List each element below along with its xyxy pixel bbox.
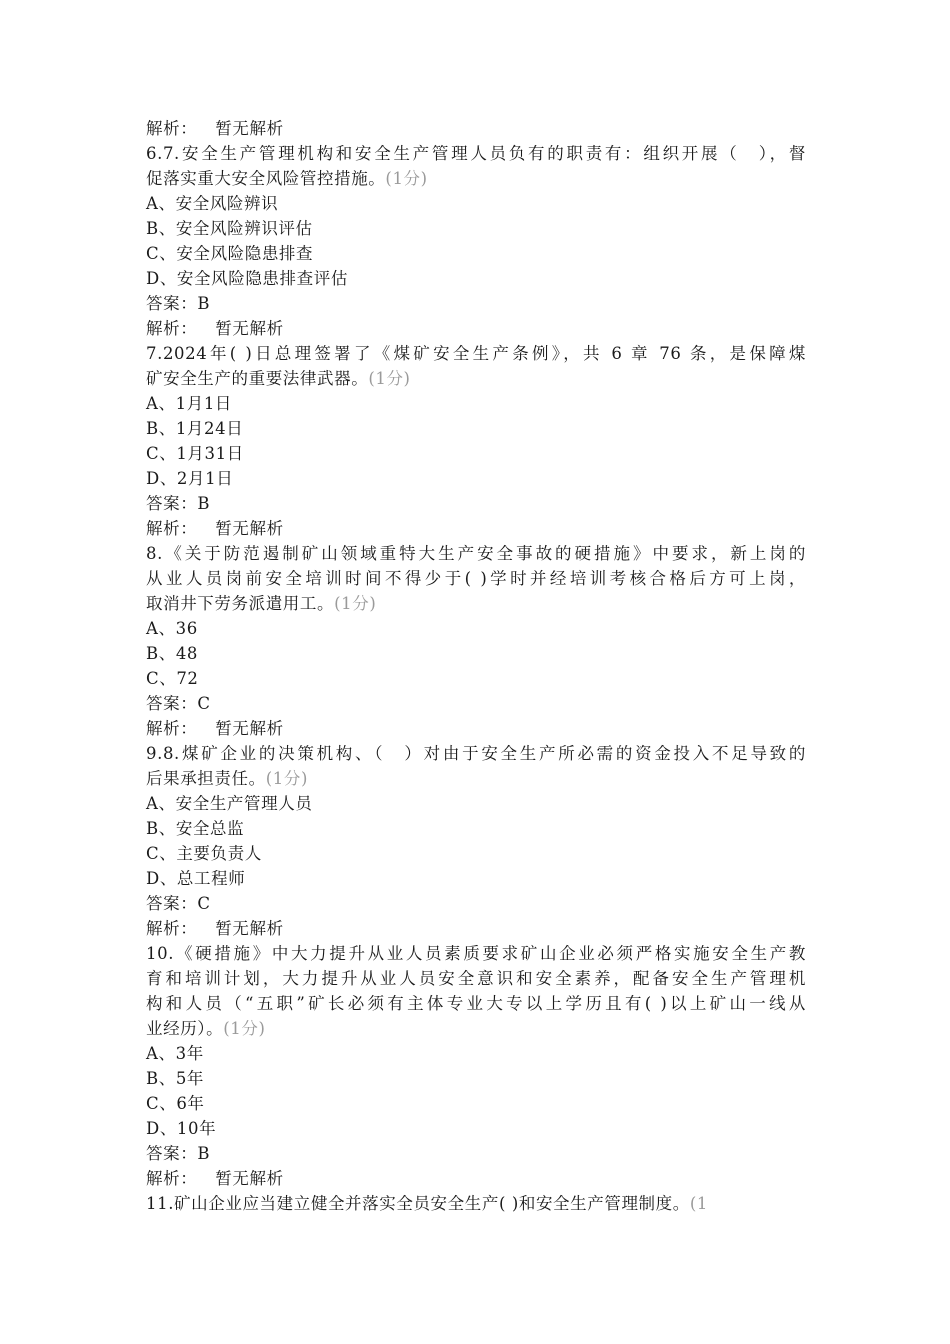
question-text-line bbox=[146, 141, 806, 166]
answer-option: A、安全生产管理人员 bbox=[146, 794, 313, 813]
analysis-label: 解析： bbox=[146, 519, 198, 538]
answer-option: D、2月1日 bbox=[146, 469, 234, 488]
answer-label: 答案： bbox=[146, 894, 198, 913]
answer-option: C、6年 bbox=[146, 1094, 205, 1113]
score-label: (1 bbox=[689, 1194, 709, 1213]
score-label: (1分) bbox=[265, 769, 308, 788]
analysis-line bbox=[146, 716, 806, 741]
answer-option: D、10年 bbox=[146, 1119, 217, 1138]
analysis-line bbox=[146, 916, 806, 941]
answer-value: B bbox=[197, 294, 211, 313]
answer-option: C、1月31日 bbox=[146, 444, 244, 463]
analysis-label: 解析： bbox=[146, 919, 198, 938]
analysis-value: 暂无解析 bbox=[215, 319, 284, 338]
question-text-line bbox=[146, 166, 806, 191]
question-text: 业经历）。 bbox=[146, 1019, 224, 1038]
analysis-label: 解析： bbox=[146, 1169, 198, 1188]
analysis-label: 解析： bbox=[146, 319, 198, 338]
answer-option: A、安全风险辨识 bbox=[146, 194, 279, 213]
question-text-line bbox=[146, 1191, 806, 1216]
question-text-line bbox=[146, 941, 806, 966]
score-label: (1分) bbox=[334, 594, 377, 613]
question-text-line bbox=[146, 1016, 806, 1041]
answer-option: B、48 bbox=[146, 644, 199, 663]
document-page bbox=[146, 116, 806, 1216]
answer-value: B bbox=[197, 1144, 211, 1163]
question-text: 从业人员岗前安全培训时间不得少于( )学时并经培训考核合格后方可上岗， bbox=[146, 569, 806, 588]
question-text: 7.2024年( )日总理签署了《煤矿安全生产条例》，共 6 章 76 条，是保障煤 bbox=[146, 344, 806, 363]
analysis-value: 暂无解析 bbox=[215, 919, 284, 938]
question-text-line bbox=[146, 966, 806, 991]
answer-option: D、总工程师 bbox=[146, 869, 246, 888]
analysis-line bbox=[146, 1166, 806, 1191]
question-text-line bbox=[146, 991, 806, 1016]
answer-option: B、5年 bbox=[146, 1069, 205, 1088]
answer-option: D、安全风险隐患排查评估 bbox=[146, 269, 348, 288]
question-text: 促落实重大安全风险管控措施。 bbox=[146, 169, 386, 188]
question-text: 取消井下劳务派遣用工。 bbox=[146, 594, 335, 613]
answer-line bbox=[146, 291, 806, 316]
answer-label: 答案： bbox=[146, 294, 198, 313]
question-text-line bbox=[146, 566, 806, 591]
analysis-label: 解析： bbox=[146, 719, 198, 738]
question-text-line bbox=[146, 366, 806, 391]
answer-line bbox=[146, 491, 806, 516]
answer-option: C、72 bbox=[146, 669, 199, 688]
question-text: 6.7.安全生产管理机构和安全生产管理人员负有的职责有：组织开展（ ），督 bbox=[146, 144, 806, 163]
analysis-label: 解析： bbox=[146, 119, 198, 138]
question-text: 10.《硬措施》中大力提升从业人员素质要求矿山企业必须严格实施安全生产教 bbox=[146, 944, 806, 963]
question-text: 矿安全生产的重要法律武器。 bbox=[146, 369, 369, 388]
question-text-line bbox=[146, 766, 806, 791]
question-text: 育和培训计划，大力提升从业人员安全意识和安全素养，配备安全生产管理机 bbox=[146, 969, 806, 988]
answer-value: C bbox=[197, 694, 211, 713]
question-text: 构和人员（“五职”矿长必须有主体专业大专以上学历且有( )以上矿山一线从 bbox=[146, 994, 806, 1013]
answer-option: B、安全风险辨识评估 bbox=[146, 219, 313, 238]
answer-option: A、1月1日 bbox=[146, 394, 233, 413]
answer-label: 答案： bbox=[146, 694, 198, 713]
analysis-line bbox=[146, 116, 806, 141]
question-text: 11.矿山企业应当建立健全并落实全员安全生产( )和安全生产管理制度。 bbox=[146, 1194, 690, 1213]
answer-line bbox=[146, 1141, 806, 1166]
question-text-line bbox=[146, 741, 806, 766]
answer-option: A、3年 bbox=[146, 1044, 204, 1063]
question-text: 8.《关于防范遏制矿山领域重特大生产安全事故的硬措施》中要求，新上岗的 bbox=[146, 544, 806, 563]
analysis-value: 暂无解析 bbox=[215, 719, 284, 738]
analysis-value: 暂无解析 bbox=[215, 1169, 284, 1188]
question-text-line bbox=[146, 541, 806, 566]
score-label: (1分) bbox=[385, 169, 428, 188]
answer-option: B、安全总监 bbox=[146, 819, 245, 838]
analysis-line bbox=[146, 516, 806, 541]
analysis-line bbox=[146, 316, 806, 341]
answer-line bbox=[146, 691, 806, 716]
question-text: 后果承担责任。 bbox=[146, 769, 266, 788]
question-text-line bbox=[146, 591, 806, 616]
answer-value: C bbox=[197, 894, 211, 913]
answer-label: 答案： bbox=[146, 494, 198, 513]
answer-line bbox=[146, 891, 806, 916]
question-text: 9.8.煤矿企业的决策机构、（ ）对由于安全生产所必需的资金投入不足导致的 bbox=[146, 744, 806, 763]
answer-option: A、36 bbox=[146, 619, 198, 638]
answer-option: B、1月24日 bbox=[146, 419, 244, 438]
score-label: (1分) bbox=[223, 1019, 266, 1038]
answer-label: 答案： bbox=[146, 1144, 198, 1163]
analysis-value: 暂无解析 bbox=[215, 519, 284, 538]
answer-option: C、主要负责人 bbox=[146, 844, 262, 863]
analysis-value: 暂无解析 bbox=[215, 119, 284, 138]
score-label: (1分) bbox=[368, 369, 411, 388]
question-text-line bbox=[146, 341, 806, 366]
answer-value: B bbox=[197, 494, 211, 513]
answer-option: C、安全风险隐患排查 bbox=[146, 244, 314, 263]
